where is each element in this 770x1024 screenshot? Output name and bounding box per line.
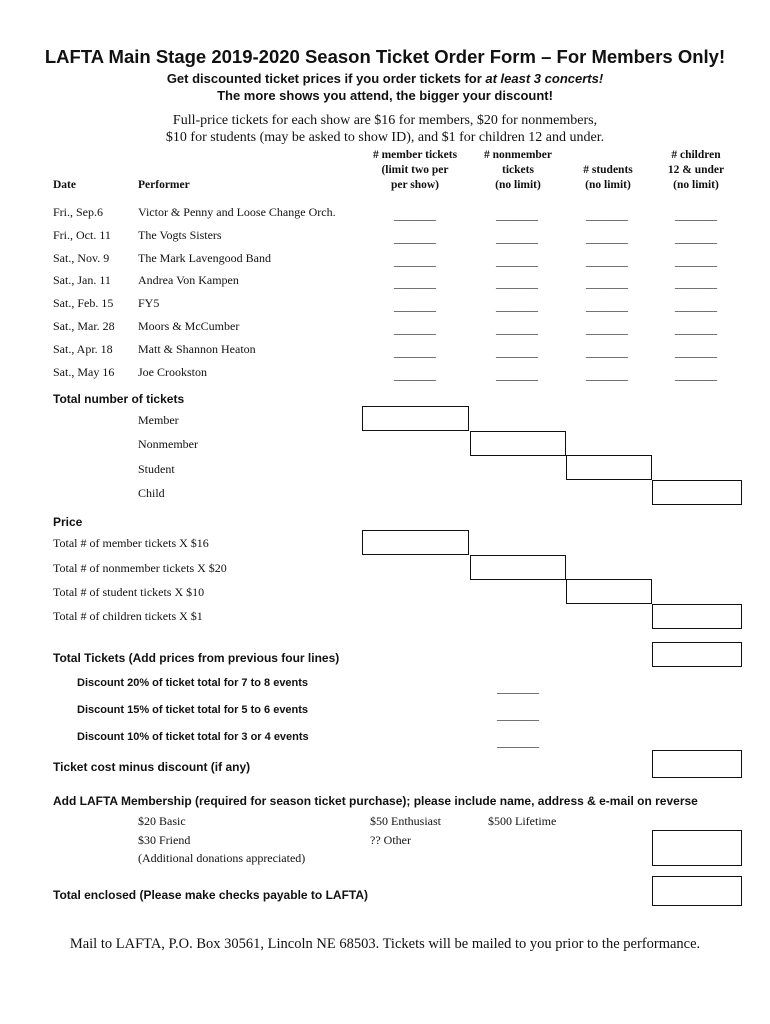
totals-student-label: Student [138,462,175,476]
member-tickets-blank[interactable]: _______ [394,299,436,314]
col-students-line: # students [583,164,633,176]
discount-subtitle-emphasis: at least 3 concerts! [485,71,604,86]
col-performer: Performer [138,179,190,191]
nonmember-tickets-blank[interactable]: _______ [496,230,538,245]
nonmember-tickets-blank[interactable]: _______ [496,208,538,222]
child-tickets-blank[interactable]: _______ [675,208,717,222]
total-enclosed-box[interactable] [652,876,742,906]
totals-heading: Total number of tickets [53,392,185,406]
discount-subtitle [0,71,770,86]
totals-nonmember-label: Nonmember [138,437,198,451]
show-date: Sat., Feb. 15 [53,296,114,311]
member-tickets-blank[interactable]: _______ [394,344,436,359]
member-tickets-blank[interactable]: _______ [394,230,436,245]
membership-heading: Add LAFTA Membership (required for season ticket purchase); please include name, address & e-mail on reverse [53,794,698,808]
membership-other[interactable]: ?? Other [370,833,411,847]
price-nonmember-label: Total # of nonmember tickets X $20 [53,561,227,575]
show-performer: Matt & Shannon Heaton [138,341,256,356]
price-heading: Price [53,515,83,529]
member-tickets-blank[interactable]: _______ [394,276,436,291]
student-tickets-blank[interactable]: _______ [586,253,628,268]
membership-basic[interactable]: $20 Basic [138,814,186,828]
col-nonmember-line: tickets [502,164,534,176]
nonmember-tickets-blank[interactable]: _______ [496,344,538,359]
pricing-intro-1: Full-price tickets for each show are $16 for members, $20 for nonmembers, [172,113,598,128]
nonmember-tickets-blank[interactable]: _______ [496,322,538,336]
membership-amount-box[interactable] [652,830,742,866]
cost-minus-discount-box[interactable] [652,750,742,778]
col-member-line: (limit two per [381,164,449,176]
member-tickets-blank[interactable]: _______ [394,322,436,336]
discount-20-blank[interactable]: _______ [497,681,539,695]
show-date: Sat., May 16 [53,364,115,379]
col-children-line: 12 & under [667,164,725,176]
show-performer: The Mark Lavengood Band [138,250,271,265]
show-performer: FY5 [138,296,160,311]
nonmember-tickets-blank[interactable]: _______ [496,276,538,291]
col-date: Date [53,179,76,191]
nonmember-tickets-blank[interactable]: _______ [496,299,538,314]
show-date: Fri., Sep.6 [53,205,104,219]
total-nonmember-box[interactable] [470,431,566,456]
col-children-line: (no limit) [673,179,719,191]
col-children-line: # children [671,149,721,161]
show-performer: Moors & McCumber [138,319,240,333]
price-child-label: Total # of children tickets X $1 [53,609,203,623]
cost-minus-discount-label: Ticket cost minus discount (if any) [53,760,251,774]
student-tickets-blank[interactable]: _______ [586,322,628,336]
show-performer: The Vogts Sisters [138,227,222,242]
discount-subtitle-2: The more shows you attend, the bigger your discount! [217,88,553,103]
show-date: Sat., Nov. 9 [53,250,110,265]
price-student-label: Total # of student tickets X $10 [53,585,205,599]
discount-subtitle-prefix: Get discounted ticket prices if you order tickets for [166,71,486,86]
membership-friend[interactable]: $30 Friend [138,833,191,847]
child-tickets-blank[interactable]: _______ [675,322,717,336]
price-member-label: Total # of member tickets X $16 [53,536,209,550]
price-member-box[interactable] [362,530,469,555]
discount-15-blank[interactable]: _______ [497,708,539,722]
totals-child-label: Child [138,486,165,500]
total-child-box[interactable] [652,480,742,505]
child-tickets-blank[interactable]: _______ [675,276,717,291]
show-performer: Joe Crookston [138,364,207,379]
show-performer: Andrea Von Kampen [138,273,239,288]
student-tickets-blank[interactable]: _______ [586,230,628,245]
col-nonmember-line: (no limit) [495,179,541,191]
discount-10-blank[interactable]: _______ [497,735,539,749]
child-tickets-blank[interactable]: _______ [675,344,717,359]
col-member-line: # member tickets [372,149,458,161]
membership-lifetime[interactable]: $500 Lifetime [488,814,557,828]
child-tickets-blank[interactable]: _______ [675,253,717,268]
pricing-intro-2: $10 for students (may be asked to show ID), and $1 for children 12 and under. [165,130,605,145]
membership-donations-note: (Additional donations appreciated) [138,851,306,865]
show-date: Sat., Mar. 28 [53,319,115,333]
col-nonmember-line: # nonmember [483,149,553,161]
total-tickets-label: Total Tickets (Add prices from previous four lines) [53,651,340,665]
child-tickets-blank[interactable]: _______ [675,230,717,245]
child-tickets-blank[interactable]: _______ [675,367,717,382]
nonmember-tickets-blank[interactable]: _______ [496,367,538,382]
member-tickets-blank[interactable]: _______ [394,253,436,268]
membership-enthusiast[interactable]: $50 Enthusiast [370,814,441,828]
member-tickets-blank[interactable]: _______ [394,208,436,222]
col-children [650,148,742,193]
discount-20-label: Discount 20% of ticket total for 7 to 8 events [77,677,309,689]
nonmember-tickets-blank[interactable]: _______ [496,253,538,268]
total-member-box[interactable] [362,406,469,431]
student-tickets-blank[interactable]: _______ [586,367,628,382]
mailing-instructions: Mail to LAFTA, P.O. Box 30561, Lincoln NE 68503. Tickets will be mailed to you prior to the performance. [69,936,701,952]
price-child-box[interactable] [652,604,742,629]
total-enclosed-label: Total enclosed (Please make checks payable to LAFTA) [53,888,368,902]
totals-member-label: Member [138,413,179,427]
show-date: Sat., Apr. 18 [53,341,113,356]
member-tickets-blank[interactable]: _______ [394,367,436,382]
col-member-line: per show) [390,179,440,191]
show-performer: Victor & Penny and Loose Change Orch. [138,205,336,219]
price-nonmember-box[interactable] [470,555,566,580]
student-tickets-blank[interactable]: _______ [586,299,628,314]
discount-15-label: Discount 15% of ticket total for 5 to 6 events [77,704,309,716]
col-students-line: (no limit) [585,179,631,191]
total-student-box[interactable] [566,455,652,480]
show-date: Fri., Oct. 11 [53,227,111,242]
discount-10-label: Discount 10% of ticket total for 3 or 4 events [77,731,309,743]
student-tickets-blank[interactable]: _______ [586,208,628,222]
child-tickets-blank[interactable]: _______ [675,299,717,314]
show-date: Sat., Jan. 11 [53,273,111,288]
price-student-box[interactable] [566,579,652,604]
col-member [360,148,470,193]
student-tickets-blank[interactable]: _______ [586,344,628,359]
col-students [563,163,653,193]
form-title: LAFTA Main Stage 2019-2020 Season Ticket Order Form – For Members Only! [44,46,726,67]
col-nonmember [468,148,568,193]
total-tickets-box[interactable] [652,642,742,667]
student-tickets-blank[interactable]: _______ [586,276,628,291]
